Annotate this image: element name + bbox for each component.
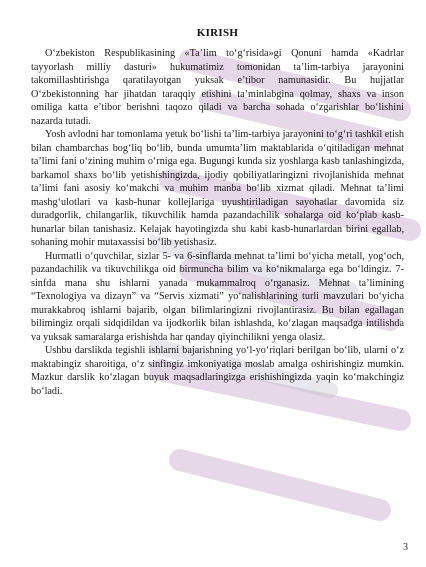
paragraph-2: Yosh avlodni har tomonlama yetuk bo‘lishi ta’lim-tarbiya jarayonini to‘g‘ri tashkil etish bilan chambarchas bog‘liq bo‘lib, bunda umumta’lim maktablarida o‘qitiladigan mehnat ta’limi fani o‘zining muhim o‘rniga ega. Bugungi kunda siz yoshlarga kasb tanlashingizda, barkamol shaxs bo‘lib yetishishingizda, ijodiy qobiliyatlaringizni rivojlanishida mehnat ta’limi fani asosiy ko‘makchi va muhim manba bo‘lib xizmat qiladi. Mehnat ta’limi mashg‘ulotlari va kasb-hunar kollejlariga uyushtiriladigan sayohatlar davomida siz duradgorlik, chilangarlik, tikuvchilik hamda pazandachilik sohalarga oid ko‘plab kasb-hunarlar bilan tanishasiz. Kelajak hayotingizda shu kabi kasb-hunarlardan birini egallab, sohaning mohir mutaxassisi bo‘lib yetishasiz. <box>31 129 404 248</box>
page-number: 3 <box>403 542 408 553</box>
paragraph-3: Hurmatli o‘quvchilar, sizlar 5- va 6-sinflarda mehnat ta’limi bo‘yicha metall, yog‘och, pazandachilik va tikuvchilikga oid birmuncha bilim va ko‘nikmalarga ega bo‘ldingiz. 7-sinfda mana shu ishlarni yanada mukammalroq o‘rganasiz. Mehnat ta’limining “Texnologiya va dizayn” va “Servis xizmati” yo‘nalishlarining turli mavzulari bo‘yicha murakkabroq ishlarni bajarib, olgan bilimlaringizni rivojlantirasiz. Bu bilan egallagan bilimingiz orqali sidqidildan va ijodkorlik bilan ishlashda, ko‘zlagan maqsadga intilishda va yuksak samaralarga erishishda har qanday qiyinchilikni yenga olasiz. <box>31 250 404 343</box>
paragraph-4: Ushbu darslikda tegishli ishlarni bajarishning yo‘l-yo‘riqlari berilgan bo‘lib, ularni o‘z maktabingiz sharoitiga, o‘z sinfingiz imkoniyatiga moslab amalga oshirishingiz mumkin. Mazkur darslik ko‘zlagan buyuk maqsadlaringizga erishishingizda yaqin ko‘makchingiz bo‘ladi. <box>31 345 404 397</box>
document-body <box>31 27 404 398</box>
paragraph-1: O‘zbekiston Respublikasining «Ta’lim to‘g‘risida»gi Qonuni hamda «Kadrlar tayyorlash milliy dasturi» hukumatimiz tomonidan ta’lim-tarbiya jarayonini takomillashtirishga qaratilayotgan yuksak e’tibor namunasidir. Bu hujjatlar O‘zbekistonning har jihatdan taraqqiy etishini ta’minlabgina qolmay, shaxs va inson omiliga katta e’tibor berishni taqozo qiladi va barcha sohada o‘zgarishlar bo‘lishini nazarda tutadi. <box>31 48 404 127</box>
section-heading: KIRISH <box>196 27 239 39</box>
